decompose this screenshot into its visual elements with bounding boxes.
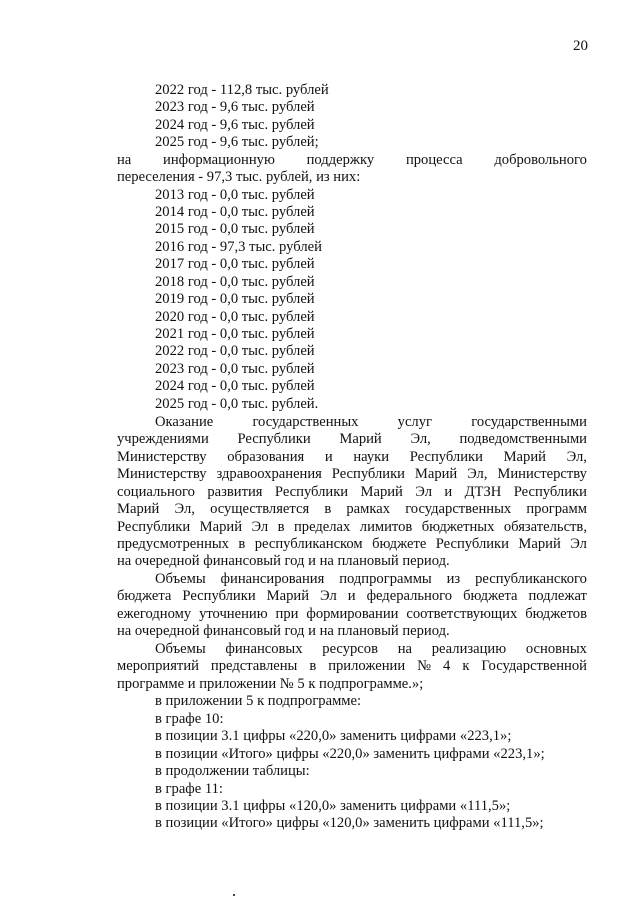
paragraph-line: [117, 449, 587, 466]
year-line: 2021 год - 0,0 тыс. рублей: [155, 326, 315, 342]
word: Республики: [409, 449, 483, 465]
word: приложении: [328, 658, 406, 674]
year-line: 2020 год - 0,0 тыс. рублей: [155, 309, 315, 325]
word: Эл: [570, 536, 587, 552]
word: Республики: [435, 536, 509, 552]
paragraph-line: [117, 658, 587, 675]
paragraph-line: [117, 466, 587, 483]
word: образования: [227, 449, 305, 465]
word: обязательств,: [503, 519, 587, 535]
word: бюджетных: [421, 519, 495, 535]
word: Республики: [513, 484, 587, 500]
word: государственными: [471, 414, 587, 430]
paragraph-line: [117, 606, 587, 623]
word: республиканском: [254, 536, 363, 552]
word: Государственной: [481, 658, 587, 674]
year-line: 2018 год - 0,0 тыс. рублей: [155, 274, 315, 290]
word: лимитов: [359, 519, 413, 535]
word: уточнению: [199, 606, 268, 622]
word: осуществляется: [210, 501, 310, 517]
paragraph-line: [155, 641, 587, 658]
year-line: 2016 год - 97,3 тыс. рублей: [155, 239, 322, 255]
word: Эл,: [174, 501, 195, 517]
paragraph-line: на очередной финансовый год и на плановый период.: [117, 553, 450, 569]
year-line: 2023 год - 0,0 тыс. рублей: [155, 361, 315, 377]
word: Объемы: [155, 641, 206, 657]
year-line: 2025 год - 0,0 тыс. рублей.: [155, 396, 319, 412]
word: Министерству: [117, 449, 207, 465]
word: и: [324, 449, 333, 465]
info-support-line: [117, 152, 587, 169]
word: подлежат: [528, 588, 587, 604]
word: Марий: [339, 431, 382, 447]
word: предусмотренных: [117, 536, 229, 552]
word: Эл,: [467, 466, 488, 482]
word: на: [117, 152, 132, 168]
page-number: 20: [573, 38, 588, 54]
paragraph-line: [117, 484, 587, 501]
word: бюджета: [117, 588, 172, 604]
amendment-line: в позиции «Итого» цифры «220,0» заменить цифрами «223,1»;: [155, 746, 545, 762]
word: в: [238, 536, 246, 552]
word: реализацию: [431, 641, 507, 657]
info-support-line: переселения - 97,3 тыс. рублей, из них:: [117, 169, 361, 185]
paragraph-line: [155, 571, 587, 588]
word: Республики: [237, 431, 311, 447]
word: бюджета: [463, 588, 518, 604]
word: Марий: [117, 501, 160, 517]
word: информационную: [163, 152, 275, 168]
word: Марий: [414, 466, 458, 482]
year-line: 2022 год - 112,8 тыс. рублей: [155, 82, 329, 98]
word: пределах: [293, 519, 351, 535]
word: процесса: [405, 152, 463, 168]
amendment-line: в приложении 5 к подпрограмме:: [155, 693, 362, 709]
word: Марий: [503, 449, 546, 465]
paragraph-line: [117, 536, 587, 553]
word: основных: [525, 641, 587, 657]
word: финансовых: [225, 641, 303, 657]
amendment-line: в позиции 3.1 цифры «220,0» заменить цифрами «223,1»;: [155, 728, 512, 744]
word: науки: [353, 449, 390, 465]
word: 4: [443, 658, 451, 674]
year-line: 2024 год - 9,6 тыс. рублей: [155, 117, 315, 133]
word: Республики: [117, 519, 191, 535]
year-line: 2015 год - 0,0 тыс. рублей: [155, 221, 315, 237]
scan-speck: [233, 894, 235, 896]
amendment-line: в графе 10:: [155, 711, 224, 727]
word: бюджете: [372, 536, 427, 552]
paragraph-line: [117, 588, 587, 605]
word: Эл,: [566, 449, 587, 465]
word: Республики: [331, 466, 405, 482]
word: Эл: [320, 588, 337, 604]
word: бюджетов: [525, 606, 587, 622]
year-line: 2024 год - 0,0 тыс. рублей: [155, 378, 315, 394]
word: Марий: [360, 484, 403, 500]
word: формировании: [306, 606, 399, 622]
word: развития: [207, 484, 263, 500]
year-line: 2019 год - 0,0 тыс. рублей: [155, 291, 315, 307]
word: и: [347, 588, 356, 604]
word: поддержку: [306, 152, 375, 168]
word: Оказание: [155, 414, 214, 430]
word: здравоохранения: [216, 466, 322, 482]
paragraph-line: [117, 431, 587, 448]
paragraph-line: [155, 414, 587, 431]
word: при: [275, 606, 299, 622]
word: программ: [526, 501, 587, 517]
paragraph-line: [117, 519, 587, 536]
word: финансирования: [220, 571, 325, 587]
word: ресурсов: [322, 641, 378, 657]
word: Марий: [199, 519, 243, 535]
word: в: [277, 519, 285, 535]
amendment-line: в продолжении таблицы:: [155, 763, 310, 779]
year-line: 2014 год - 0,0 тыс. рублей: [155, 204, 315, 220]
paragraph-line: программе и приложении № 5 к подпрограмме.»;: [117, 676, 424, 692]
amendment-line: в позиции 3.1 цифры «120,0» заменить цифрами «111,5»;: [155, 798, 511, 814]
word: Эл,: [410, 431, 431, 447]
paragraph-line: на очередной финансовый год и на плановый период.: [117, 623, 450, 639]
word: Марий: [266, 588, 310, 604]
word: подпрограммы: [339, 571, 432, 587]
year-line: 2017 год - 0,0 тыс. рублей: [155, 256, 315, 272]
word: Республики: [274, 484, 349, 500]
word: Республики: [182, 588, 256, 604]
word: федерального: [366, 588, 453, 604]
paragraph-line: [117, 501, 587, 518]
word: ДТЗН: [464, 484, 502, 500]
amendment-line: в графе 11:: [155, 781, 223, 797]
word: услуг: [397, 414, 432, 430]
word: Министерству: [117, 466, 207, 482]
word: подведомственными: [459, 431, 587, 447]
word: Марий: [518, 536, 561, 552]
year-line: 2023 год - 9,6 тыс. рублей: [155, 99, 315, 115]
word: Объемы: [155, 571, 206, 587]
word: соответствующих: [406, 606, 518, 622]
word: на: [397, 641, 412, 657]
word: Эл: [251, 519, 269, 535]
word: ежегодному: [117, 606, 192, 622]
word: государственных: [252, 414, 359, 430]
year-line: 2025 год - 9,6 тыс. рублей;: [155, 134, 319, 150]
word: учреждениями: [117, 431, 209, 447]
word: государственных: [405, 501, 512, 517]
word: и: [444, 484, 453, 500]
year-line: 2013 год - 0,0 тыс. рублей: [155, 187, 315, 203]
word: №: [417, 658, 432, 674]
amendment-line: в позиции «Итого» цифры «120,0» заменить цифрами «111,5»;: [155, 815, 544, 831]
word: в: [309, 658, 317, 674]
word: в: [324, 501, 332, 517]
year-line: 2022 год - 0,0 тыс. рублей: [155, 343, 315, 359]
word: республиканского: [475, 571, 587, 587]
word: из: [446, 571, 461, 587]
word: Эл: [415, 484, 432, 500]
word: социального: [117, 484, 195, 500]
word: Министерству: [497, 466, 587, 482]
word: мероприятий: [117, 658, 199, 674]
word: представлены: [210, 658, 298, 674]
word: к: [462, 658, 470, 674]
word: рамках: [346, 501, 391, 517]
word: добровольного: [494, 152, 587, 168]
